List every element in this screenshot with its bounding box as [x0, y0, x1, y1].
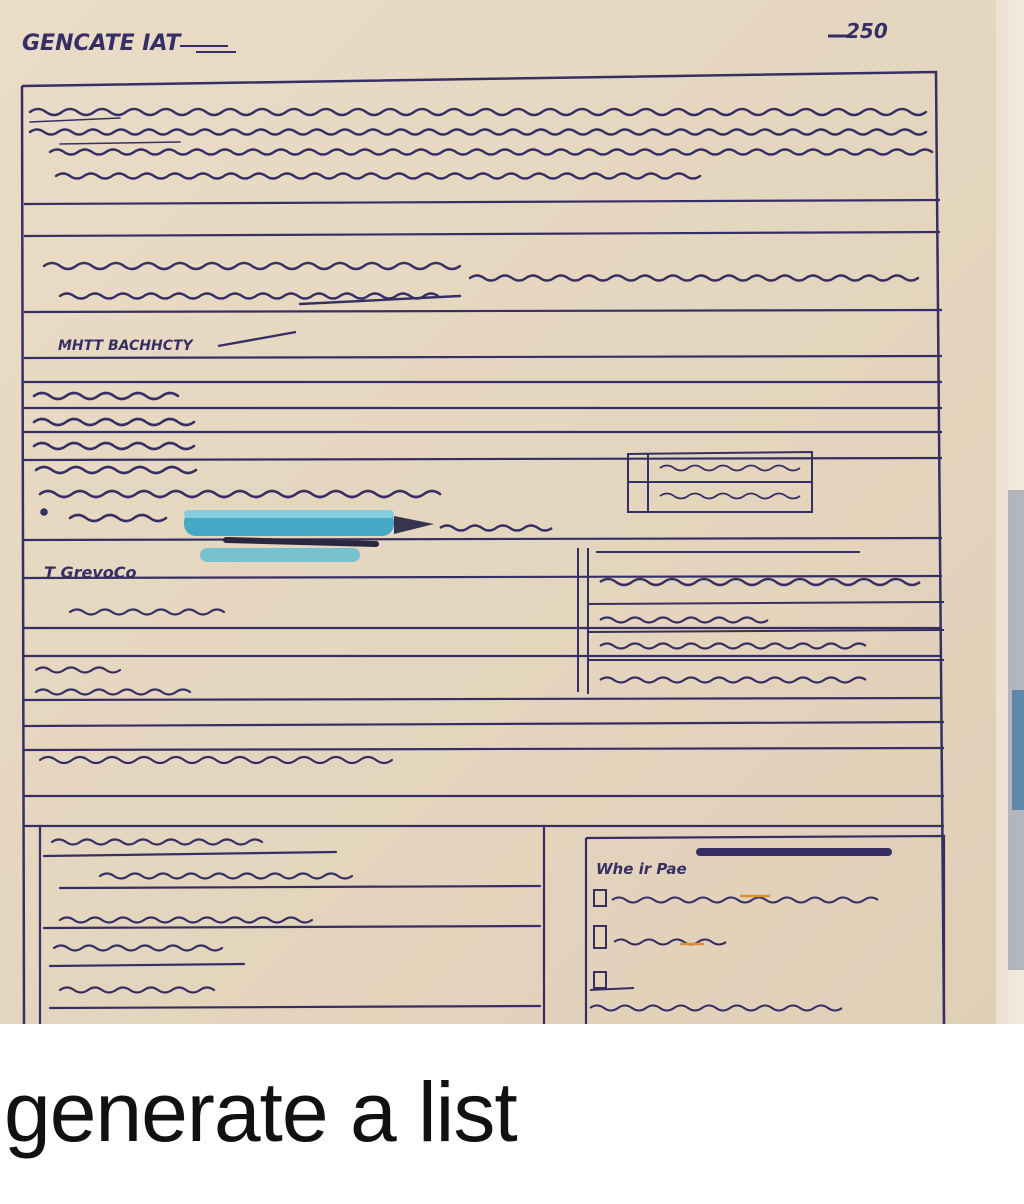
- section-label-3: Whe ir Pae: [596, 860, 687, 878]
- corner-mark: 250: [846, 19, 888, 43]
- section-label-2: T GrevoCo: [44, 563, 137, 582]
- header-text: GENCATE IAT: [22, 31, 181, 56]
- caption-text: generate a list: [4, 1065, 517, 1159]
- section-label-1: MHTT BACHHCTY: [58, 338, 193, 354]
